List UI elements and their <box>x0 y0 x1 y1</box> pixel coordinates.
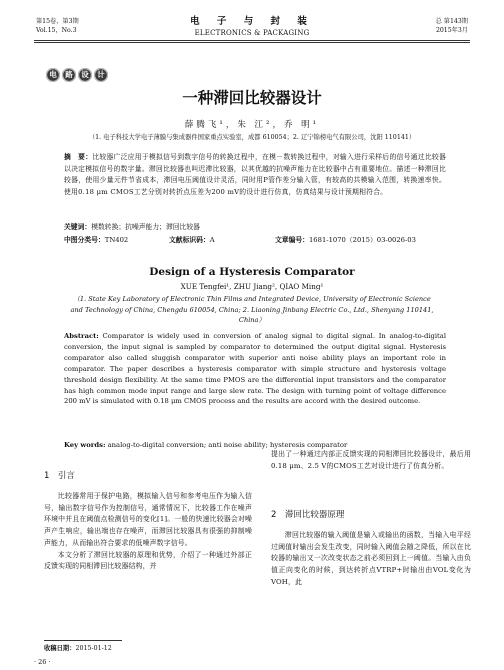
badge-char: 电 <box>46 68 60 82</box>
section-heading-intro: 1 引言 <box>44 471 75 481</box>
authors-cn: 薛腾飞¹，朱 江²，乔 明¹ <box>184 120 320 130</box>
abstract-cn <box>64 152 446 198</box>
journal-name <box>0 16 504 38</box>
received-date-value: 2015-01-12 <box>75 645 112 652</box>
article-number-value: 1681-1070（2015）03-0026-03 <box>308 236 416 244</box>
clc-value: TN402 <box>104 236 129 244</box>
article-number <box>275 235 416 245</box>
body-right-column-top <box>271 449 471 472</box>
paper-title-cn: 一种滞回比较器设计 <box>182 89 322 107</box>
received-date-label: 收稿日期： <box>44 645 76 652</box>
badge-char: 计 <box>94 68 108 82</box>
journal-name-en: ELECTRONICS & PACKAGING <box>194 29 310 37</box>
abstract-en-text: Comparator is widely used in conversion of analog signal to digital signal. In analog-to-digital conversion, the input signal is sampled by comparator to determined the output digital signal. Hysteresis comparator also called sluggish comparator with superior anti noise ability plays an important role in comparator. The paper describes a hysteresis comparator with simple structure and hysteresis voltage threshold design flexibility. At the same time PMOS are the differential input transistors and the comparator has high common mode input range and large slew rate. The design with turning point of voltage difference 200 mV is simulated with 0.18 μm CMOS process and the results are accord with the desired outcome. <box>64 332 446 406</box>
header-rule-thin <box>34 42 470 43</box>
paper-title-en: Design of a Hysteresis Comparator <box>149 266 355 278</box>
abstract-cn-label: 摘 要： <box>64 153 93 161</box>
authors-en: XUE Tengfei¹, ZHU Jiang², QIAO Ming¹ <box>180 282 324 291</box>
issue-total: 总 第143期 <box>435 18 468 25</box>
footnote-rule <box>44 640 122 641</box>
affiliation-en: （1. State Key Laboratory of Electronic Thin Films and Integrated Device, University of Electronic Science and Technology of China, Chengdu 610054, China; 2. Liaoning Jinbang Electric Co., Ltd., Shenyang 110141, China） <box>70 295 434 325</box>
volume-en: Vol.15，No.3 <box>36 26 77 34</box>
classification-cn <box>64 235 446 245</box>
doc-code <box>169 235 275 245</box>
body-left-column <box>44 491 252 573</box>
article-number-label: 文章编号： <box>275 236 309 244</box>
doc-code-value: A <box>209 236 215 244</box>
paragraph: 比较器常用于保护电路，模拟输入信号和参考电压作为输入信号，输出数字信号作为控制信号，通常情况下，比较器工作在噪声环境中并且在阈值点检测信号的变化[1]。一般的快速比较器会对噪声产生响应，输出端也存在噪声，而滞回比较器具有很强的抑制噪声能力，从而输出符合要求的低噪声数字信号。 <box>44 492 252 547</box>
section-heading-principle: 2 滞回比较器原理 <box>271 510 345 520</box>
affiliation-cn: （1. 电子科技大学电子薄膜与集成器件国家重点实验室，成都 610054；2. 辽宁锦榜电气有限公司，沈阳 110141） <box>88 134 416 141</box>
page-number: · 26 · <box>34 658 51 666</box>
body-right-column-bottom <box>271 530 471 589</box>
paragraph: 提出了一种通过内部正反馈实现的同相滞回比较器设计，最后用0.18 μm、2.5 V的CMOS工艺对设计进行了仿真分析。 <box>271 450 471 470</box>
received-date <box>44 643 112 652</box>
abstract-cn-text: 比较器广泛应用于模拟信号到数字信号的转换过程中，在模－数转换过程中，对输入进行采样后的信号通过比较器以决定模拟信号的数字量。滞回比较器也叫迟滞比较器，以其优越的抗噪声能力在比较器中占有重要地位。描述一种滞回比较器，使用少量元件节省成本，滞回电压阈值设计灵活，同时用P管作差分输入管，有较高的共模输入范围，转换速率快。使用0.18 μm CMOS工艺分别对转折点压差为200 mV的设计进行仿真，仿真结果与设计预期相符合。 <box>64 153 447 196</box>
column-badge <box>46 68 108 82</box>
journal-name-cn: 电 子 与 封 装 <box>190 16 314 27</box>
doc-code-label: 文献标识码： <box>169 236 210 244</box>
abstract-en-label: Abstract: <box>64 332 99 340</box>
keywords-en-label: Key words: <box>64 441 106 449</box>
paragraph: 滞回比较器的输入阈值是输入或输出的函数，当输入电平经过阈值时输出会发生改变，同时输入阈值会随之降低，所以在比较器的输出又一次改变状态之前必须回到上一阈值。当输入由负值正向变化的时候，到达转折点VTRP+时输出由VOL变化为VOH，此 <box>271 531 471 586</box>
keywords-cn-text: 模数转换；抗噪声能力；滞回比较器 <box>91 223 200 231</box>
header-rule <box>34 40 470 41</box>
keywords-cn-label: 关键词： <box>64 223 92 231</box>
badge-char: 路 <box>62 68 76 82</box>
volume-cn: 第15卷，第3期 <box>36 18 79 25</box>
abstract-en <box>64 331 446 407</box>
keywords-en-text: analog-to-digital conversion; anti noise ability; hysteresis comparator <box>107 441 348 449</box>
keywords-cn <box>64 222 446 232</box>
badge-char: 设 <box>78 68 92 82</box>
clc-label: 中图分类号： <box>64 236 105 244</box>
paragraph: 本文分析了滞回比较器的原理和优势，介绍了一种通过外部正反馈实现的同相滞回比较器结构，并 <box>44 550 252 571</box>
issue-date: 2015年3月 <box>435 26 468 34</box>
clc-number <box>64 235 169 245</box>
running-header-right <box>436 18 468 35</box>
